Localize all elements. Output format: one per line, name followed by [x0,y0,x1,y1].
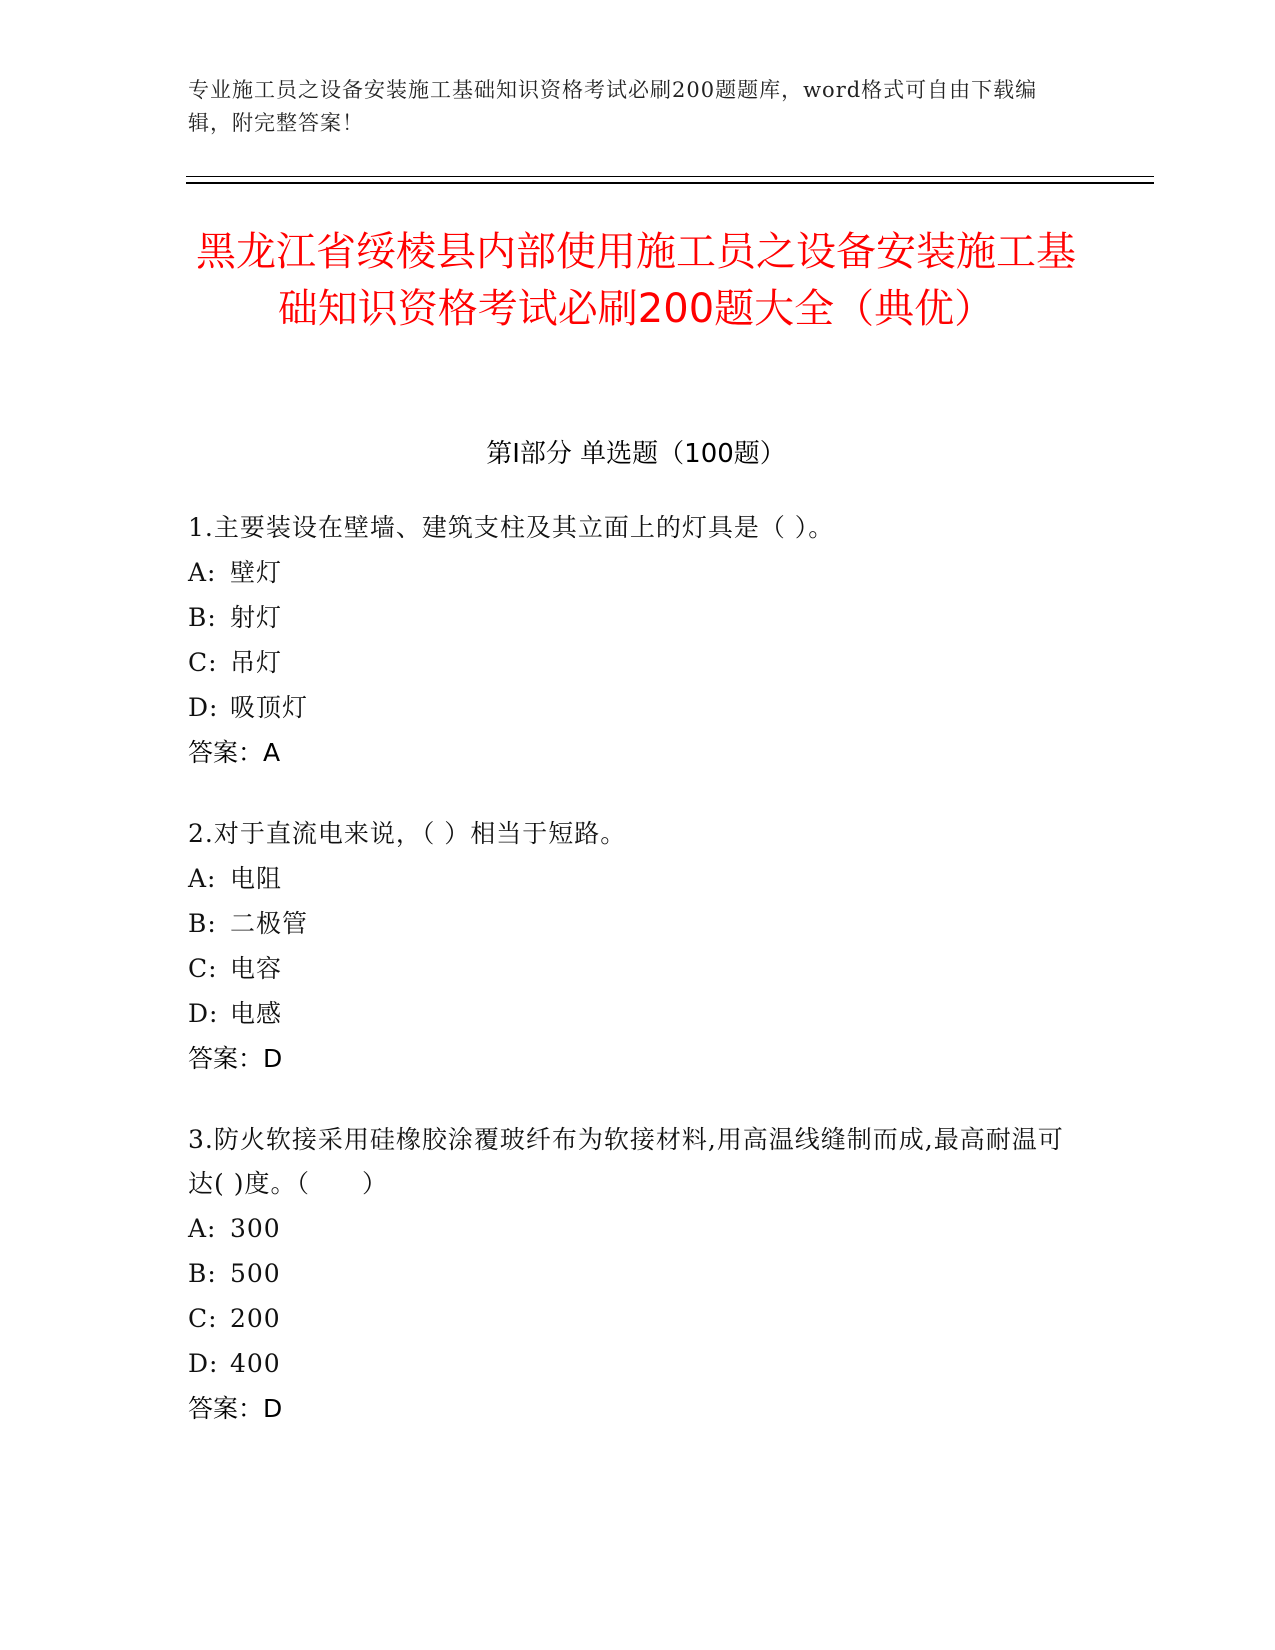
option-letter: A: [188,1214,217,1243]
section-title: 第Ⅰ部分 单选题（100题） [486,439,786,469]
option-text: 500 [230,1259,281,1288]
option-letter: D: [188,1349,219,1378]
option-b [188,901,1068,946]
question-stem: 2.对于直流电来说，（ ）相当于短路。 [188,819,627,848]
option-letter: D: [188,693,219,722]
option-text: 200 [230,1304,281,1333]
option-text: 射灯 [230,603,283,632]
answer-value: D [263,1044,283,1073]
option-letter: C: [188,954,218,983]
option-text: 吊灯 [230,648,283,677]
option-d [188,1341,1068,1386]
option-letter: C: [188,1304,218,1333]
header-divider-thick [186,182,1154,184]
header-note: 专业施工员之设备安装施工基础知识资格考试必刷200题题库，word格式可自由下载编辑，附完整答案！ [188,78,1038,135]
option-letter: B: [188,1259,217,1288]
option-b [188,1251,1068,1296]
option-d [188,685,1068,730]
option-a [188,550,1068,595]
option-letter: B: [188,909,217,938]
option-text: 400 [230,1349,281,1378]
answer-label: 答案： [188,738,264,767]
option-text: 壁灯 [230,558,283,587]
option-letter: A: [188,864,217,893]
header-divider-thin [186,176,1154,177]
answer-label: 答案： [188,1394,264,1423]
question-2 [188,812,1068,1081]
answer-label: 答案： [188,1044,264,1073]
option-b [188,595,1068,640]
option-text: 二极管 [230,909,309,938]
answer-value: A [263,738,281,767]
option-c [188,1296,1068,1341]
answer-line [188,730,1068,775]
answer-line [188,1036,1068,1081]
option-a [188,856,1068,901]
answer-value: D [263,1394,283,1423]
option-letter: C: [188,648,218,677]
question-1 [188,506,1068,775]
option-c [188,946,1068,991]
question-stem: 3.防火软接采用硅橡胶涂覆玻纤布为软接材料,用高温线缝制而成,最高耐温可达( )度。（ ） [188,1125,1064,1198]
option-letter: B: [188,603,217,632]
option-letter: A: [188,558,217,587]
option-text: 吸顶灯 [230,693,309,722]
option-text: 电容 [230,954,283,983]
option-text: 电阻 [230,864,283,893]
option-text: 电感 [230,999,283,1028]
document-title: 黑龙江省绥棱县内部使用施工员之设备安装施工基础知识资格考试必刷200题大全（典优） [196,229,1076,332]
answer-line [188,1386,1068,1431]
option-d [188,991,1068,1036]
question-stem: 1.主要装设在壁墙、建筑支柱及其立面上的灯具是（ ）。 [188,513,835,542]
question-3 [188,1118,1068,1431]
option-c [188,640,1068,685]
option-text: 300 [230,1214,281,1243]
option-a [188,1206,1068,1251]
option-letter: D: [188,999,219,1028]
